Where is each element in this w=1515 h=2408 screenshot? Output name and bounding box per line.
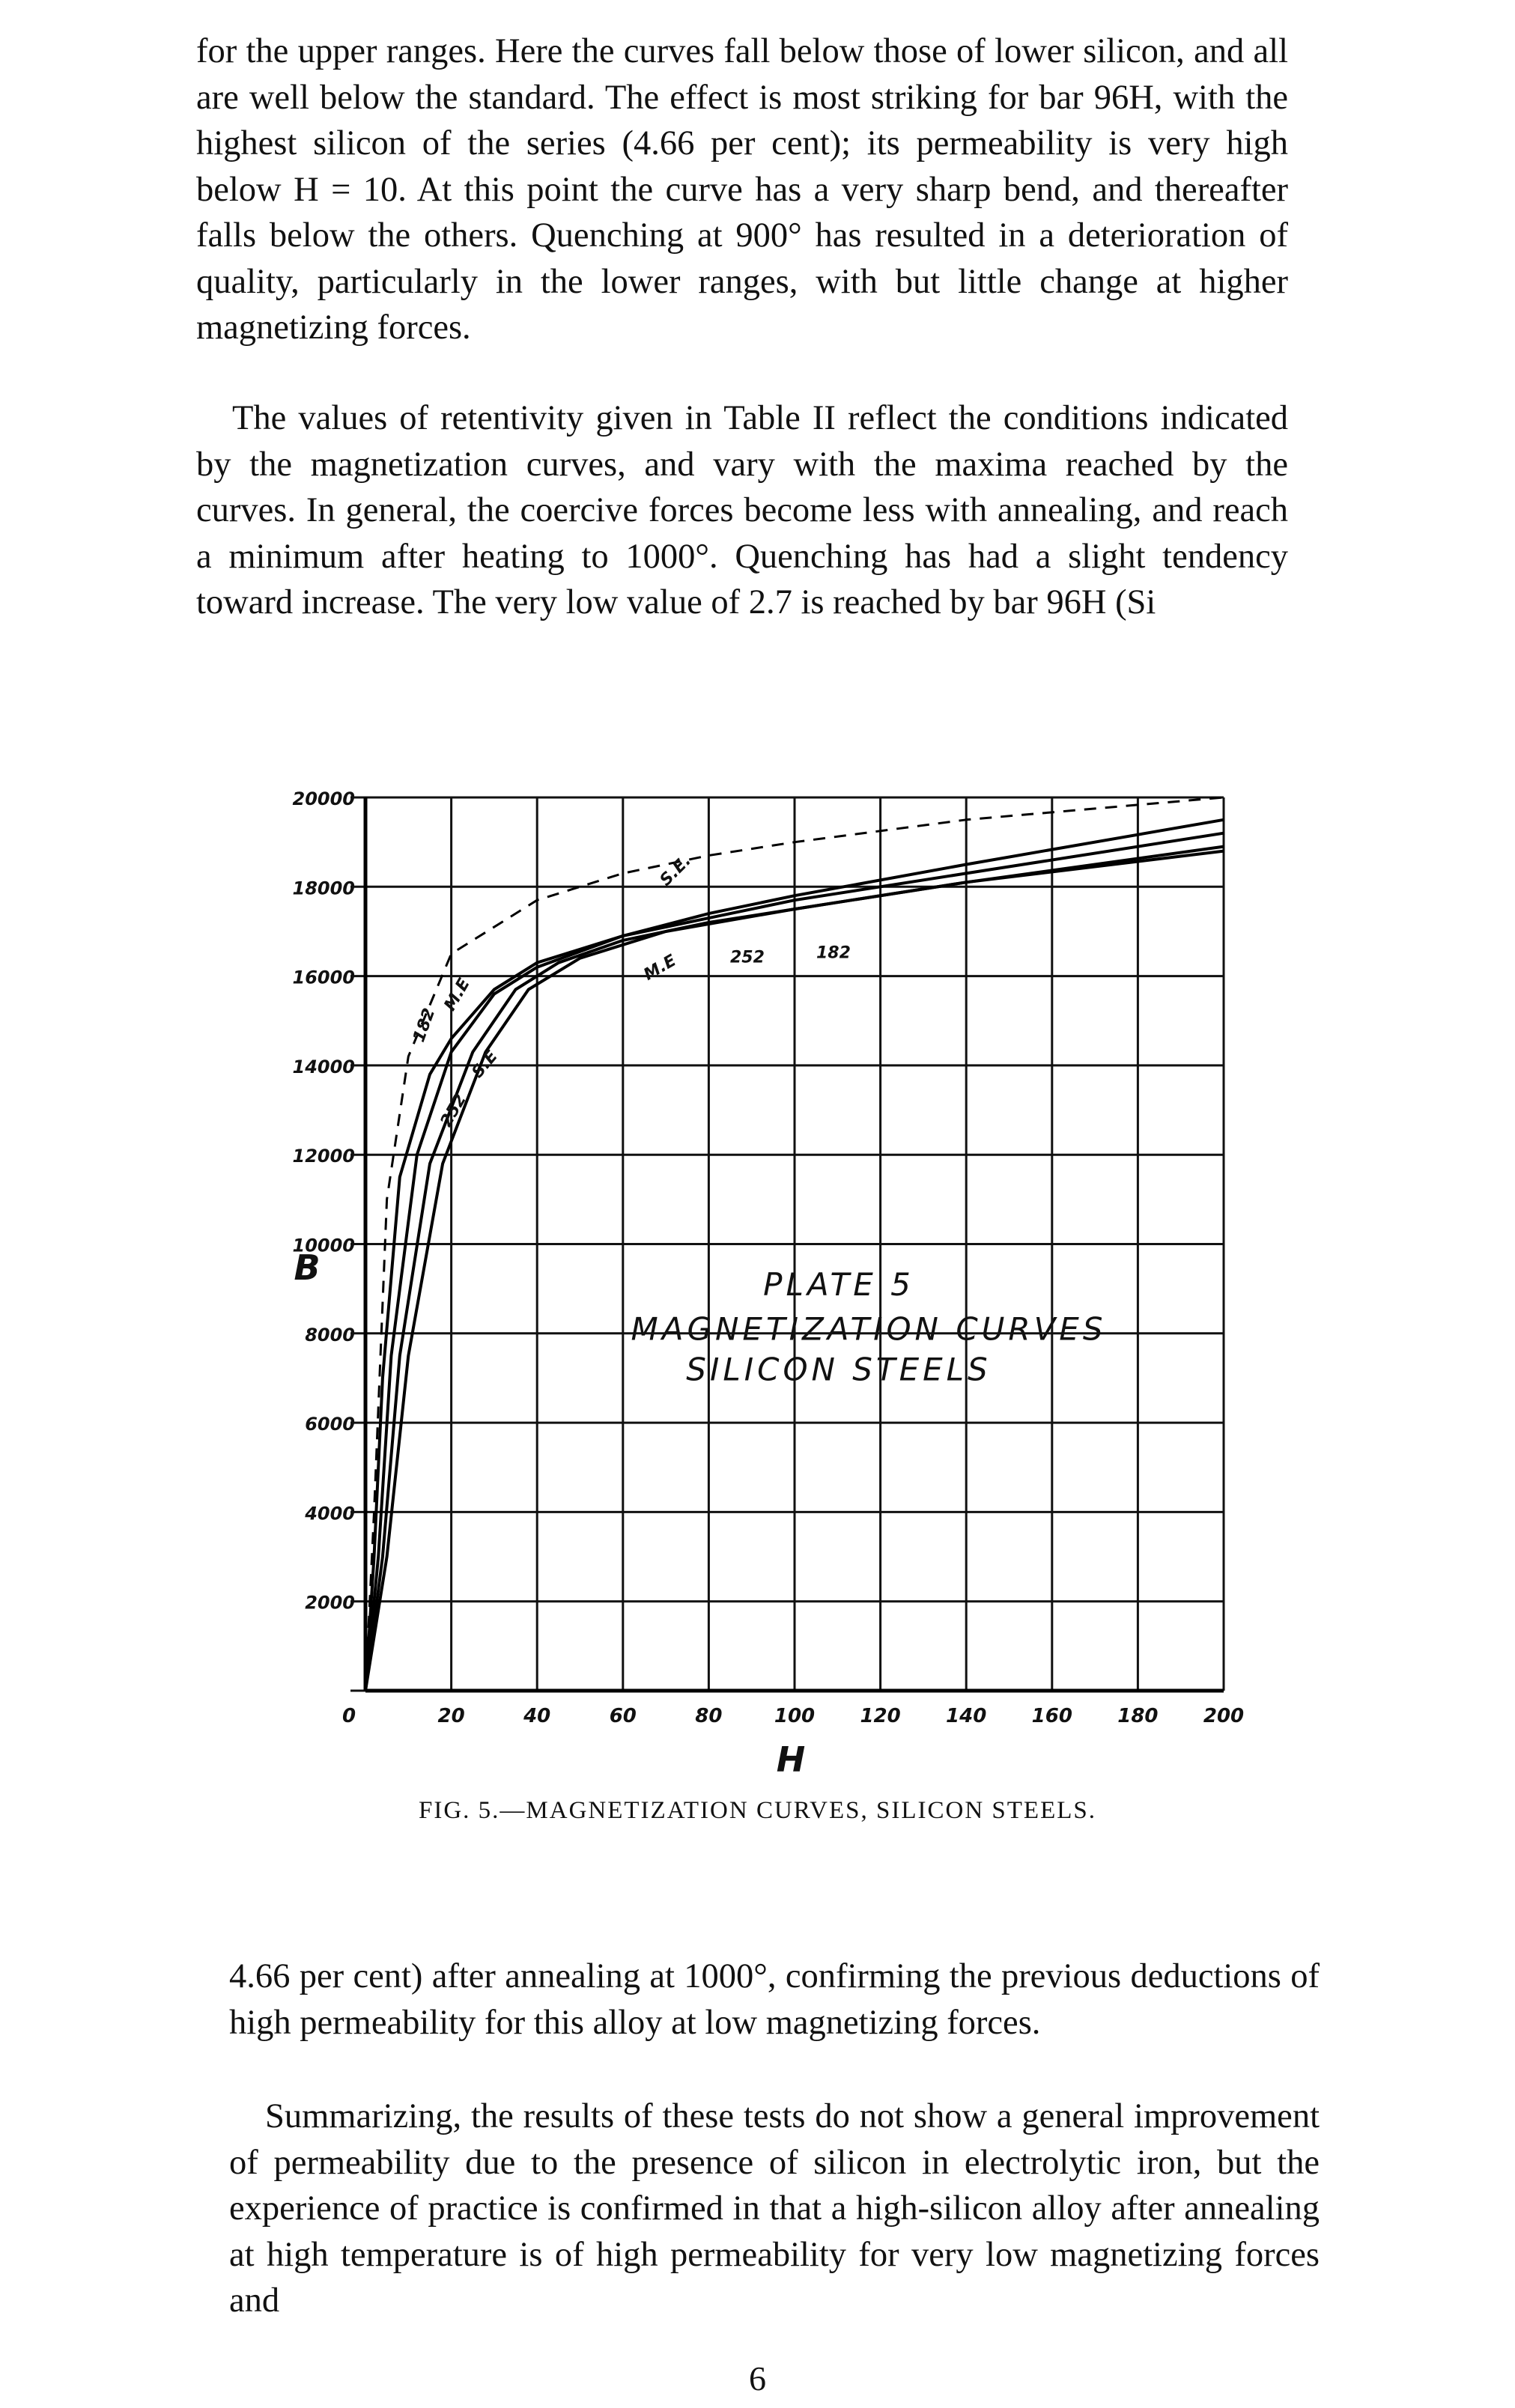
chart-curves [365, 797, 1224, 1691]
curve-annotation: M.E [440, 975, 474, 1015]
y-tick-label: 6000 [305, 1414, 355, 1435]
x-tick-label: 80 [695, 1705, 723, 1727]
curve-annotation: S.E. [656, 851, 695, 890]
chart-labels [293, 788, 1245, 1780]
curve-annotation: 252 [730, 948, 765, 967]
plate-title-line: PLATE 5 [763, 1266, 914, 1304]
body-paragraph-1: for the upper ranges. Here the curves fall below those of lower silicon, and all are well below the standard. The effect is most striking for bar 96H, with the highest silicon of the series (4.66 per cent); its permeability is very high below H = 10. At this point the curve has a very sharp bend, and thereafter falls below the others. Quenching at 900° has resulted in a deterioration of quality, particularly in the lower ranges, with but little change at higher magnetizing forces. [196, 32, 1288, 347]
y-tick-label: 20000 [292, 788, 355, 809]
curve-annotation: 182 [410, 1006, 440, 1045]
body-paragraph-4: Summarizing, the results of these tests do not show a general improvement of permeability due to the presence of silicon in electrolytic iron, but the experience of practice is confirmed in that a high-silicon alloy after annealing at high temperature is of high permeability for very low magnetizing forces and [229, 2097, 1320, 2320]
y-tick-label: 10000 [292, 1235, 355, 1256]
magnetization-curve [365, 851, 1224, 1691]
y-tick-label: 4000 [305, 1503, 355, 1524]
body-paragraph-3: 4.66 per cent) after annealing at 1000°, confirming the previous deductions of high permeability for this alloy at low magnetizing forces. [229, 1957, 1320, 2042]
x-tick-label: 180 [1117, 1705, 1159, 1727]
x-tick-label: 40 [523, 1705, 551, 1727]
curve-annotation: 252 [437, 1091, 471, 1131]
magnetization-curve [365, 833, 1224, 1691]
y-tick-label: 16000 [292, 967, 355, 988]
magnetization-curve [365, 847, 1224, 1691]
x-tick-label: 20 [437, 1705, 465, 1727]
x-tick-label: 100 [774, 1705, 816, 1727]
x-tick-label: 200 [1203, 1705, 1245, 1727]
page-number: 6 [749, 2359, 766, 2398]
y-tick-label: 2000 [305, 1592, 355, 1614]
standard-curve-dashed [365, 797, 1224, 1691]
plate-title-line: SILICON STEELS [686, 1351, 992, 1388]
y-axis-label: B [294, 1247, 321, 1289]
x-axis-label: H [776, 1739, 806, 1780]
x-tick-label: 140 [946, 1705, 987, 1727]
chart-axes [365, 797, 1224, 1691]
y-tick-label: 14000 [292, 1056, 355, 1077]
chart-grid [350, 797, 1224, 1691]
x-tick-label: 60 [609, 1705, 637, 1727]
plate-title-line: MAGNETIZATION CURVES [631, 1310, 1107, 1348]
body-paragraph-2: The values of retentivity given in Table II reflect the conditions indicated by the magnetization curves, and vary with the maxima reached by the curves. In general, the coercive forces become less with annealing, and reach a minimum after heating to 1000°. Quenching has had a slight tendency toward increase. The very low value of 2.7 is reached by bar 96H (Si [196, 399, 1288, 621]
y-tick-label: 8000 [305, 1324, 355, 1346]
x-tick-label: 120 [860, 1705, 901, 1727]
figure-caption: FIG. 5.—MAGNETIZATION CURVES, SILICON STEELS. [418, 1797, 1096, 1824]
x-tick-label: 160 [1031, 1705, 1072, 1727]
curve-annotation: S.E [468, 1047, 502, 1082]
magnetization-curve [365, 820, 1224, 1691]
curve-annotation: M.E [640, 951, 680, 985]
y-tick-label: 18000 [292, 878, 355, 899]
curve-annotation: 182 [816, 943, 851, 963]
y-tick-label: 12000 [292, 1146, 355, 1167]
x-tick-label: 0 [341, 1705, 356, 1727]
